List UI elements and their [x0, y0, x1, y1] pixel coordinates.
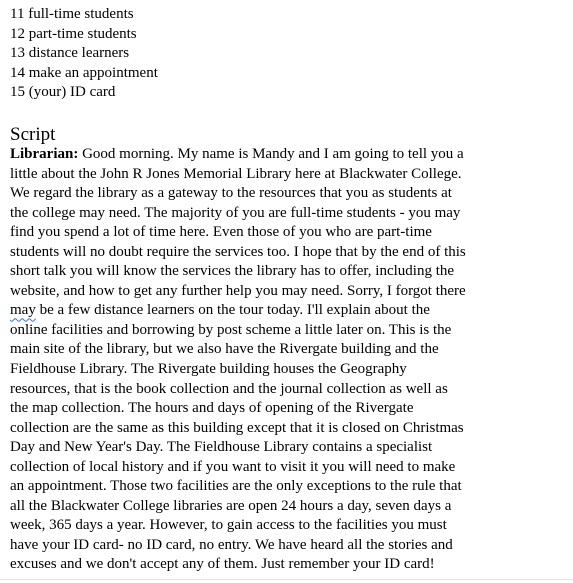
- script-line: the map collection. The hours and days of opening of the Rivergate: [10, 400, 414, 417]
- script-line: We regard the library as a gateway to the resources that you as students at: [10, 185, 452, 202]
- script-line: an appointment. Those two facilities are the only exceptions to the rule that: [10, 478, 462, 495]
- script-line: main site of the library, but we also have the Rivergate building and the: [10, 341, 439, 358]
- script-line: have your ID card- no ID card, no entry. We have heard all the stories and: [10, 536, 453, 553]
- answer-item: 14 make an appointment: [10, 64, 158, 81]
- script-line: little about the John R Jones Memorial Library here at Blackwater College.: [10, 165, 462, 182]
- script-line: collection are the same as this building except that it is closed on Christmas: [10, 419, 464, 436]
- page-bottom-divider: [0, 579, 573, 580]
- answer-item: 15 (your) ID card: [10, 84, 116, 100]
- answer-item: 12 part-time students: [10, 25, 137, 42]
- script-line-text: be a few distance learners on the tour today. I'll explain about the: [35, 302, 430, 319]
- script-line: online facilities and borrowing by post scheme a little later on. This is the: [10, 321, 452, 338]
- answer-item: 11 full-time students: [10, 6, 134, 22]
- script-line: the college may need. The majority of you are full-time students - you may: [10, 204, 461, 221]
- speaker-label: Librarian:: [10, 146, 79, 162]
- answer-list: [10, 5, 158, 103]
- script-heading: Script: [10, 124, 56, 145]
- script-line: find you spend a lot of time here. Even those of you who are part-time: [10, 224, 432, 241]
- script-line: Fieldhouse Library. The Rivergate building houses the Geography: [10, 361, 407, 378]
- script-line-text: Good morning. My name is Mandy and I am going to tell you a: [78, 146, 464, 162]
- script-body: [10, 145, 570, 575]
- script-line: website, and how to get any further help you may need. Sorry, I forgot there: [10, 282, 466, 299]
- script-line: [10, 145, 570, 165]
- answer-item: 13 distance learners: [10, 45, 130, 61]
- script-line: week, 365 days a year. However, to gain access to the facilities you must: [10, 517, 447, 534]
- script-line: Day and New Year's Day. The Fieldhouse Library contains a specialist: [10, 439, 433, 456]
- script-line: collection of local history and if you want to visit it you will need to make: [10, 458, 456, 475]
- script-line: students will no doubt require the services too. I hope that by the end of this: [10, 243, 466, 260]
- script-line: excuses and we don't accept any of them. Just remember your ID card!: [10, 556, 435, 573]
- spellcheck-flagged-word[interactable]: may: [10, 302, 36, 319]
- script-line: resources, that is the book collection and the journal collection as well as: [10, 380, 448, 397]
- script-line: all the Blackwater College libraries are open 24 hours a day, seven days a: [10, 497, 452, 514]
- script-line: short talk you will know the services the library has to offer, including the: [10, 263, 455, 280]
- script-line: [10, 301, 570, 321]
